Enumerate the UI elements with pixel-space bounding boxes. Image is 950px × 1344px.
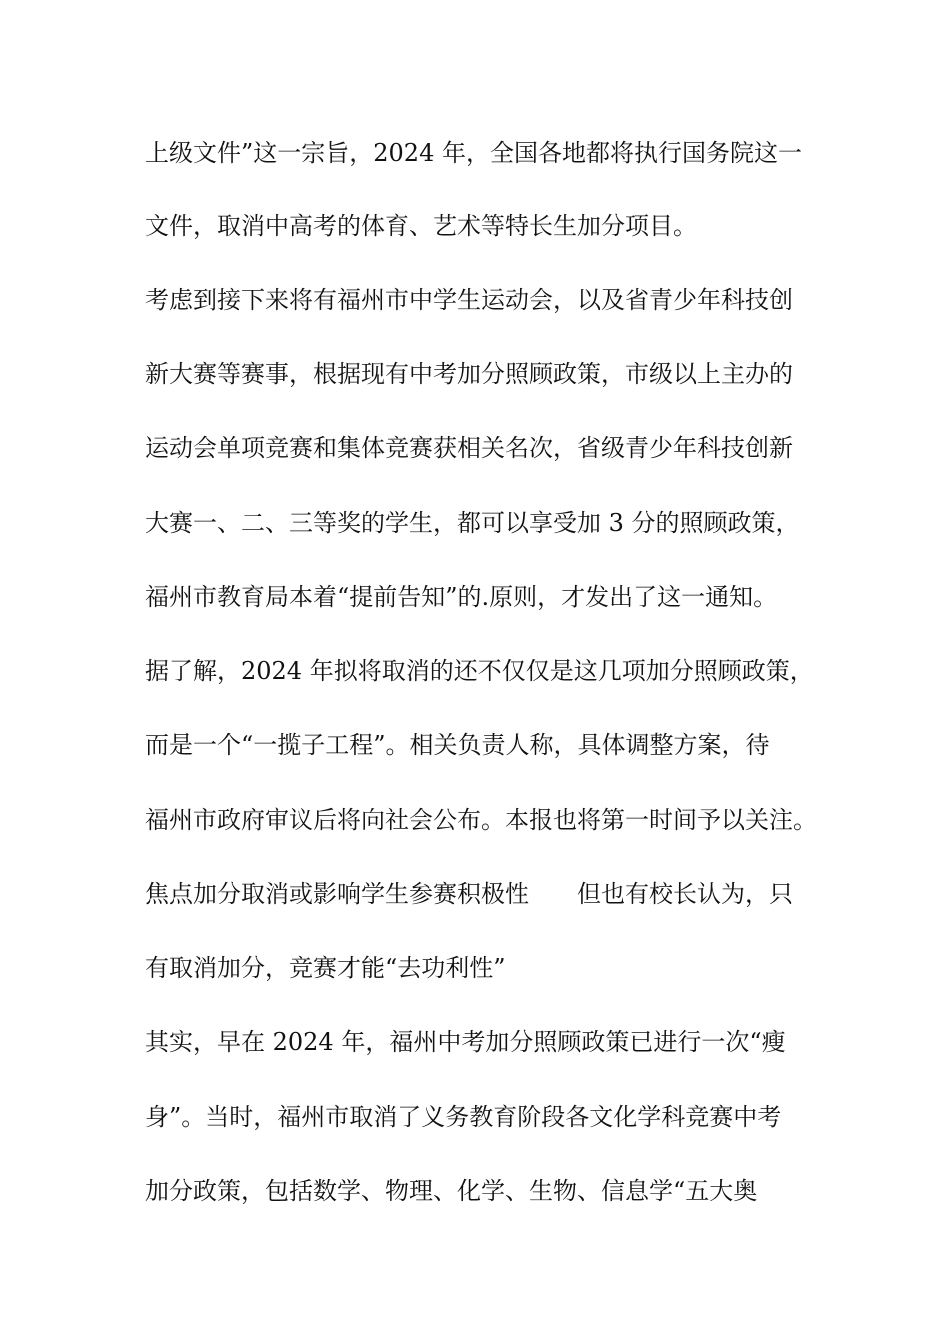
text-line: 而是一个“一揽子工程”。相关负责人称，具体调整方案，待 <box>145 731 770 759</box>
text-line: 焦点加分取消或影响学生参赛积极性 但也有校长认为，只 <box>145 880 793 908</box>
text-line: 运动会单项竞赛和集体竞赛获相关名次，省级青少年科技创新 <box>145 434 793 462</box>
text-line: 其实，早在 2024 年，福州中考加分照顾政策已进行一次“瘦 <box>145 1028 786 1056</box>
text-line: 身”。当时，福州市取消了义务教育阶段各文化学科竞赛中考 <box>145 1103 782 1131</box>
text-line: 据了解，2024 年拟将取消的还不仅仅是这几项加分照顾政策， <box>145 657 814 685</box>
text-line: 考虑到接下来将有福州市中学生运动会，以及省青少年科技创 <box>145 286 793 314</box>
text-line: 文件，取消中高考的体育、艺术等特长生加分项目。 <box>145 212 697 240</box>
text-line: 新大赛等赛事，根据现有中考加分照顾政策，市级以上主办的 <box>145 360 793 388</box>
text-line: 福州市教育局本着“提前告知”的.原则，才发出了这一通知。 <box>145 583 778 611</box>
text-line: 大赛一、二、三等奖的学生，都可以享受加 3 分的照顾政策， <box>145 509 800 537</box>
text-line: 福州市政府审议后将向社会公布。本报也将第一时间予以关注。 <box>145 806 817 834</box>
text-line: 有取消加分，竞赛才能“去功利性” <box>145 954 506 982</box>
text-line: 上级文件”这一宗旨，2024 年，全国各地都将执行国务院这一 <box>145 139 802 167</box>
text-line: 加分政策，包括数学、物理、化学、生物、信息学“五大奥 <box>145 1177 758 1205</box>
